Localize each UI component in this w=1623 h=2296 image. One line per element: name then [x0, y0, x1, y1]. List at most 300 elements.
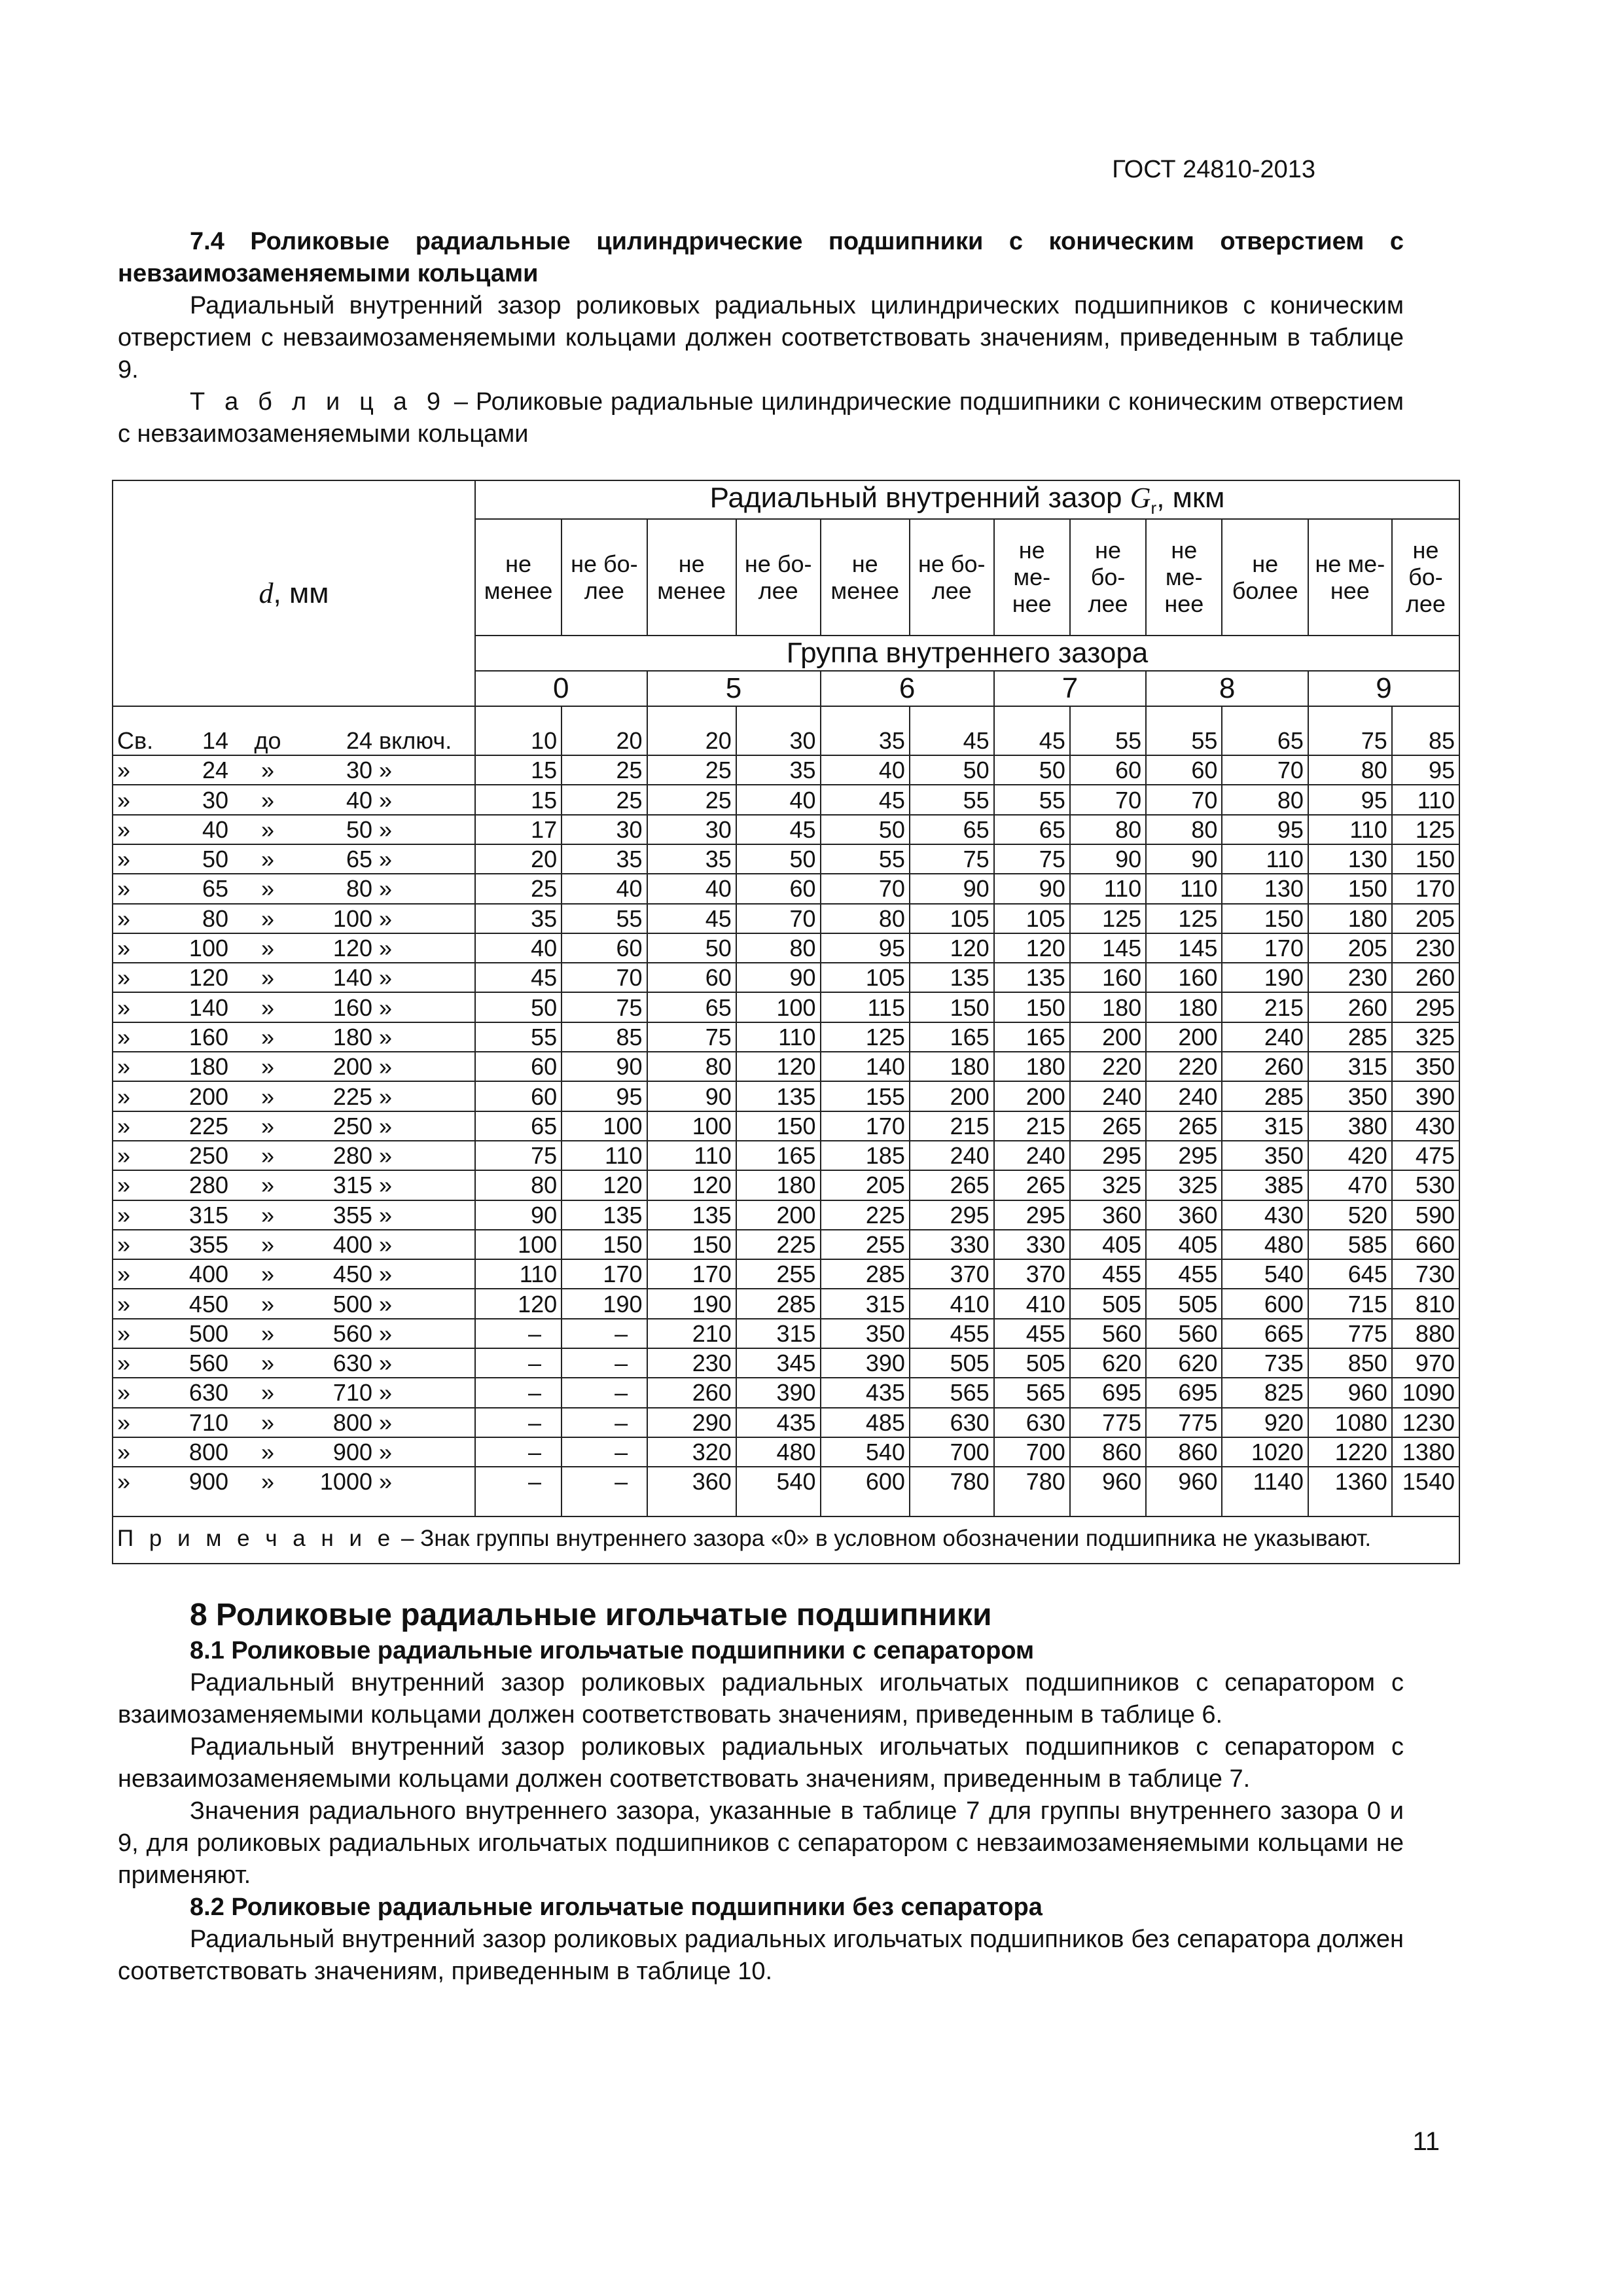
value-cell: 180 [1146, 992, 1222, 1022]
value-cell: 350 [821, 1319, 910, 1348]
table-row [113, 1111, 1459, 1141]
value-cell: 960 [1146, 1467, 1222, 1516]
section-title: 7.4 Роликовые радиальные цилиндрические подшипники с коническим отверстием с невзаимозаменяемыми кольцами [118, 228, 1404, 287]
value-cell: 125 [1070, 904, 1146, 933]
value-cell: 60 [475, 1081, 562, 1111]
value-cell: 75 [994, 844, 1070, 874]
value-cell: 35 [562, 844, 647, 874]
value-cell: 150 [1222, 904, 1308, 933]
section-8 [118, 1596, 1404, 1988]
value-cell: 225 [736, 1230, 821, 1259]
value-cell: 315 [821, 1289, 910, 1318]
value-cell: 200 [1070, 1022, 1146, 1052]
value-cell: 55 [1146, 706, 1222, 755]
value-cell: 315 [1308, 1052, 1392, 1081]
value-cell: 35 [821, 706, 910, 755]
value-cell: 50 [475, 992, 562, 1022]
value-cell: – [475, 1408, 562, 1437]
value-cell: 45 [994, 706, 1070, 755]
value-cell: 410 [910, 1289, 994, 1318]
value-cell: 700 [994, 1437, 1070, 1467]
value-cell: 145 [1070, 933, 1146, 963]
value-cell: 230 [1308, 963, 1392, 992]
value-cell: 775 [1070, 1408, 1146, 1437]
value-cell: 1540 [1392, 1467, 1459, 1516]
value-cell: 505 [910, 1348, 994, 1378]
diameter-range: » 280 » 315 » [113, 1170, 475, 1200]
value-cell: 565 [994, 1378, 1070, 1407]
value-cell: 110 [1070, 874, 1146, 903]
value-cell: 205 [1308, 933, 1392, 963]
value-cell: 470 [1308, 1170, 1392, 1200]
value-cell: 110 [1146, 874, 1222, 903]
value-cell: 60 [562, 933, 647, 963]
value-cell: 230 [647, 1348, 736, 1378]
value-cell: 260 [1308, 992, 1392, 1022]
value-cell: 215 [910, 1111, 994, 1141]
value-cell: 200 [1146, 1022, 1222, 1052]
value-cell: 600 [821, 1467, 910, 1516]
value-cell: 285 [1308, 1022, 1392, 1052]
table-label: Т а б л и ц а 9 [190, 388, 446, 416]
value-cell: 160 [1070, 963, 1146, 992]
value-cell: 120 [994, 933, 1070, 963]
value-cell: 775 [1146, 1408, 1222, 1437]
value-cell: 265 [994, 1170, 1070, 1200]
value-cell: 50 [994, 755, 1070, 785]
value-cell: 505 [1070, 1289, 1146, 1318]
table-row [113, 815, 1459, 844]
value-cell: 25 [475, 874, 562, 903]
value-cell: 110 [647, 1141, 736, 1170]
value-cell: 65 [994, 815, 1070, 844]
value-cell: 205 [1392, 904, 1459, 933]
group-header: Группа внутреннего зазора [475, 636, 1459, 671]
value-cell: 55 [821, 844, 910, 874]
diameter-range: » 500 » 560 » [113, 1319, 475, 1348]
value-cell: 80 [821, 904, 910, 933]
value-cell: 315 [1222, 1111, 1308, 1141]
value-cell: 20 [475, 844, 562, 874]
value-cell: 240 [1146, 1081, 1222, 1111]
value-cell: 695 [1146, 1378, 1222, 1407]
value-cell: 65 [647, 992, 736, 1022]
table-row [113, 933, 1459, 963]
value-cell: 350 [1392, 1052, 1459, 1081]
subheader-cell: не менее [647, 519, 736, 636]
group-number: 5 [647, 671, 821, 706]
value-cell: 100 [736, 992, 821, 1022]
value-cell: 920 [1222, 1408, 1308, 1437]
table-row [113, 1378, 1459, 1407]
value-cell: 145 [1146, 933, 1222, 963]
subheader-cell: не ме-нее [994, 519, 1070, 636]
value-cell: 150 [910, 992, 994, 1022]
value-cell: 20 [647, 706, 736, 755]
value-cell: 285 [1222, 1081, 1308, 1111]
section-7-4 [118, 226, 1404, 450]
value-cell: 240 [994, 1141, 1070, 1170]
value-cell: 110 [562, 1141, 647, 1170]
value-cell: 90 [475, 1200, 562, 1230]
value-cell: 170 [1222, 933, 1308, 963]
value-cell: 125 [1392, 815, 1459, 844]
value-cell: 540 [736, 1467, 821, 1516]
value-cell: 180 [910, 1052, 994, 1081]
value-cell: 40 [562, 874, 647, 903]
diameter-range: » 450 » 500 » [113, 1289, 475, 1318]
value-cell: 480 [1222, 1230, 1308, 1259]
value-cell: 255 [821, 1230, 910, 1259]
value-cell: 1360 [1308, 1467, 1392, 1516]
value-cell: 90 [910, 874, 994, 903]
value-cell: 95 [821, 933, 910, 963]
table-row [113, 1022, 1459, 1052]
value-cell: 220 [1146, 1052, 1222, 1081]
value-cell: 240 [910, 1141, 994, 1170]
value-cell: 150 [1392, 844, 1459, 874]
value-cell: 35 [736, 755, 821, 785]
value-cell: 780 [994, 1467, 1070, 1516]
value-cell: 150 [1308, 874, 1392, 903]
value-cell: 540 [1222, 1259, 1308, 1289]
value-cell: 70 [1222, 755, 1308, 785]
value-cell: 660 [1392, 1230, 1459, 1259]
value-cell: 630 [994, 1408, 1070, 1437]
table-row [113, 992, 1459, 1022]
table-row [113, 963, 1459, 992]
value-cell: 170 [562, 1259, 647, 1289]
value-cell: 370 [910, 1259, 994, 1289]
value-cell: 265 [1146, 1111, 1222, 1141]
table-9 [112, 480, 1460, 1564]
value-cell: 1080 [1308, 1408, 1392, 1437]
diameter-range: » 180 » 200 » [113, 1052, 475, 1081]
value-cell: – [475, 1319, 562, 1348]
value-cell: 65 [1222, 706, 1308, 755]
value-cell: 260 [1392, 963, 1459, 992]
diameter-range: » 200 » 225 » [113, 1081, 475, 1111]
value-cell: 695 [1070, 1378, 1146, 1407]
value-cell: 200 [736, 1200, 821, 1230]
value-cell: 75 [1308, 706, 1392, 755]
value-cell: 20 [562, 706, 647, 755]
value-cell: 180 [994, 1052, 1070, 1081]
value-cell: 390 [1392, 1081, 1459, 1111]
table-row [113, 1230, 1459, 1259]
value-cell: 45 [910, 706, 994, 755]
value-cell: 120 [475, 1289, 562, 1318]
value-cell: 55 [910, 785, 994, 814]
value-cell: 240 [1222, 1022, 1308, 1052]
value-cell: 120 [562, 1170, 647, 1200]
value-cell: 75 [475, 1141, 562, 1170]
value-cell: 60 [1070, 755, 1146, 785]
value-cell: 325 [1392, 1022, 1459, 1052]
value-cell: 140 [821, 1052, 910, 1081]
diameter-range: » 160 » 180 » [113, 1022, 475, 1052]
value-cell: 295 [1392, 992, 1459, 1022]
value-cell: 80 [1070, 815, 1146, 844]
value-cell: 1090 [1392, 1378, 1459, 1407]
value-cell: 185 [821, 1141, 910, 1170]
value-cell: 90 [647, 1081, 736, 1111]
table-row [113, 874, 1459, 903]
value-cell: 560 [1070, 1319, 1146, 1348]
value-cell: 110 [475, 1259, 562, 1289]
value-cell: 130 [1308, 844, 1392, 874]
value-cell: 455 [1146, 1259, 1222, 1289]
document-id: ГОСТ 24810-2013 [1112, 156, 1315, 183]
value-cell: 1380 [1392, 1437, 1459, 1467]
value-cell: 385 [1222, 1170, 1308, 1200]
value-cell: 215 [994, 1111, 1070, 1141]
value-cell: 190 [562, 1289, 647, 1318]
value-cell: 70 [821, 874, 910, 903]
group-number: 6 [821, 671, 994, 706]
value-cell: 165 [910, 1022, 994, 1052]
value-cell: 40 [821, 755, 910, 785]
value-cell: 50 [910, 755, 994, 785]
value-cell: 40 [647, 874, 736, 903]
value-cell: 810 [1392, 1289, 1459, 1318]
value-cell: 290 [647, 1408, 736, 1437]
value-cell: 45 [821, 785, 910, 814]
value-cell: 665 [1222, 1319, 1308, 1348]
value-cell: 860 [1146, 1437, 1222, 1467]
value-cell: 55 [1070, 706, 1146, 755]
value-cell: 620 [1146, 1348, 1222, 1378]
value-cell: 150 [736, 1111, 821, 1141]
value-cell: 120 [910, 933, 994, 963]
table-row [113, 1289, 1459, 1318]
value-cell: 215 [1222, 992, 1308, 1022]
value-cell: 130 [1222, 874, 1308, 903]
value-cell: 90 [994, 874, 1070, 903]
value-cell: 320 [647, 1437, 736, 1467]
value-cell: 55 [562, 904, 647, 933]
subheader-cell: не менее [821, 519, 910, 636]
diameter-range: » 140 » 160 » [113, 992, 475, 1022]
value-cell: 80 [647, 1052, 736, 1081]
diameter-range: » 710 » 800 » [113, 1408, 475, 1437]
table-row [113, 1259, 1459, 1289]
value-cell: 50 [821, 815, 910, 844]
diameter-range: Св. 14 до 24 включ. [113, 706, 475, 755]
diameter-range: » 30 » 40 » [113, 785, 475, 814]
value-cell: 730 [1392, 1259, 1459, 1289]
value-cell: – [562, 1378, 647, 1407]
value-cell: 255 [736, 1259, 821, 1289]
value-cell: 410 [994, 1289, 1070, 1318]
diameter-range: » 630 » 710 » [113, 1378, 475, 1407]
value-cell: 35 [647, 844, 736, 874]
value-cell: 135 [910, 963, 994, 992]
table-row [113, 1319, 1459, 1348]
value-cell: 150 [562, 1230, 647, 1259]
value-cell: 630 [910, 1408, 994, 1437]
value-cell: 960 [1308, 1378, 1392, 1407]
value-cell: 360 [1070, 1200, 1146, 1230]
value-cell: 105 [821, 963, 910, 992]
value-cell: 25 [647, 785, 736, 814]
value-cell: 350 [1222, 1141, 1308, 1170]
value-cell: 330 [910, 1230, 994, 1259]
value-cell: 430 [1392, 1111, 1459, 1141]
value-cell: 285 [821, 1259, 910, 1289]
value-cell: 100 [647, 1111, 736, 1141]
value-cell: 455 [910, 1319, 994, 1348]
value-cell: 100 [562, 1111, 647, 1141]
value-cell: 75 [647, 1022, 736, 1052]
value-cell: 25 [562, 755, 647, 785]
table-row [113, 1200, 1459, 1230]
value-cell: 325 [1146, 1170, 1222, 1200]
value-cell: 80 [1146, 815, 1222, 844]
value-cell: 85 [1392, 706, 1459, 755]
value-cell: 150 [647, 1230, 736, 1259]
value-cell: 15 [475, 785, 562, 814]
value-cell: 40 [475, 933, 562, 963]
value-cell: 360 [1146, 1200, 1222, 1230]
value-cell: 95 [1392, 755, 1459, 785]
value-cell: 50 [647, 933, 736, 963]
value-cell: 225 [821, 1200, 910, 1230]
value-cell: 35 [475, 904, 562, 933]
value-cell: – [562, 1348, 647, 1378]
diameter-range: » 24 » 30 » [113, 755, 475, 785]
value-cell: 65 [475, 1111, 562, 1141]
diameter-range: » 100 » 120 » [113, 933, 475, 963]
value-cell: 120 [647, 1170, 736, 1200]
diameter-range: » 800 » 900 » [113, 1437, 475, 1467]
value-cell: 330 [994, 1230, 1070, 1259]
value-cell: 80 [736, 933, 821, 963]
value-cell: 390 [736, 1378, 821, 1407]
value-cell: 285 [736, 1289, 821, 1318]
value-cell: 75 [910, 844, 994, 874]
value-cell: 70 [1146, 785, 1222, 814]
value-cell: 405 [1070, 1230, 1146, 1259]
diameter-range: » 40 » 50 » [113, 815, 475, 844]
value-cell: 150 [994, 992, 1070, 1022]
value-cell: 455 [1070, 1259, 1146, 1289]
value-cell: 455 [994, 1319, 1070, 1348]
value-cell: 565 [910, 1378, 994, 1407]
value-cell: 420 [1308, 1141, 1392, 1170]
subheader-cell: не более [1222, 519, 1308, 636]
value-cell: 110 [736, 1022, 821, 1052]
table-row [113, 1170, 1459, 1200]
value-cell: 210 [647, 1319, 736, 1348]
value-cell: 10 [475, 706, 562, 755]
value-cell: 60 [1146, 755, 1222, 785]
value-cell: 430 [1222, 1200, 1308, 1230]
value-cell: – [562, 1437, 647, 1467]
paragraph: Радиальный внутренний зазор роликовых радиальных игольчатых подшипников с сепаратором с взаимозаменяемыми кольцами должен соответствовать значениям, приведенным в таблице 6. [118, 1669, 1404, 1729]
paragraph: Значения радиального внутреннего зазора, указанные в таблице 7 для группы внутреннего зазора 0 и 9, для роликовых радиальных игольчатых подшипников с сепаратором с невзаимозаменяемыми кольцами не применяют. [118, 1797, 1404, 1889]
group-number: 7 [994, 671, 1147, 706]
value-cell: 350 [1308, 1081, 1392, 1111]
value-cell: 60 [736, 874, 821, 903]
value-cell: 345 [736, 1348, 821, 1378]
diameter-range: » 400 » 450 » [113, 1259, 475, 1289]
value-cell: 15 [475, 755, 562, 785]
table-row [113, 1348, 1459, 1378]
value-cell: 585 [1308, 1230, 1392, 1259]
table-caption-text: – Роликовые радиальные цилиндрические подшипники с коническим отверстием с невзаимозаменяемыми кольцами [118, 388, 1404, 448]
value-cell: 170 [1392, 874, 1459, 903]
paragraph: Радиальный внутренний зазор роликовых радиальных цилиндрических подшипников с коническим отверстием с невзаимозаменяемыми кольцами должен соответствовать значениям, приведенным в таблице 9. [118, 292, 1404, 384]
value-cell: 135 [994, 963, 1070, 992]
value-cell: 30 [647, 815, 736, 844]
value-cell: 110 [1308, 815, 1392, 844]
value-cell: – [475, 1467, 562, 1516]
value-cell: 620 [1070, 1348, 1146, 1378]
value-cell: 265 [1070, 1111, 1146, 1141]
value-cell: 1230 [1392, 1408, 1459, 1437]
value-cell: 80 [475, 1170, 562, 1200]
value-cell: 45 [736, 815, 821, 844]
value-cell: 180 [1308, 904, 1392, 933]
table-caption [118, 386, 1404, 450]
value-cell: 40 [736, 785, 821, 814]
value-cell: 45 [475, 963, 562, 992]
value-cell: 160 [1146, 963, 1222, 992]
value-cell: – [475, 1437, 562, 1467]
value-cell: 110 [1222, 844, 1308, 874]
value-cell: 295 [994, 1200, 1070, 1230]
table-row [113, 785, 1459, 814]
value-cell: 135 [562, 1200, 647, 1230]
paragraph: Радиальный внутренний зазор роликовых радиальных игольчатых подшипников без сепаратора должен соответствовать значениям, приведенным в таблице 10. [118, 1926, 1404, 1985]
value-cell: 17 [475, 815, 562, 844]
value-cell: 880 [1392, 1319, 1459, 1348]
section-8-title: 8 Роликовые радиальные игольчатые подшипники [190, 1598, 992, 1632]
value-cell: – [562, 1467, 647, 1516]
value-cell: 200 [910, 1081, 994, 1111]
value-cell: 325 [1070, 1170, 1146, 1200]
value-cell: 590 [1392, 1200, 1459, 1230]
value-cell: 715 [1308, 1289, 1392, 1318]
diameter-range: » 120 » 140 » [113, 963, 475, 992]
value-cell: 135 [647, 1200, 736, 1230]
value-cell: 170 [647, 1259, 736, 1289]
value-cell: 645 [1308, 1259, 1392, 1289]
value-cell: 90 [1070, 844, 1146, 874]
diameter-range: » 50 » 65 » [113, 844, 475, 874]
value-cell: 70 [736, 904, 821, 933]
value-cell: 850 [1308, 1348, 1392, 1378]
value-cell: 220 [1070, 1052, 1146, 1081]
value-cell: 240 [1070, 1081, 1146, 1111]
value-cell: 505 [994, 1348, 1070, 1378]
value-cell: 530 [1392, 1170, 1459, 1200]
value-cell: 95 [562, 1081, 647, 1111]
group-number: 9 [1308, 671, 1459, 706]
diameter-range: » 225 » 250 » [113, 1111, 475, 1141]
table-row [113, 1437, 1459, 1467]
value-cell: 80 [1222, 785, 1308, 814]
value-cell: 480 [736, 1437, 821, 1467]
subheader-cell: не бо-лее [910, 519, 994, 636]
value-cell: 120 [736, 1052, 821, 1081]
subheader-cell: не бо-лее [562, 519, 647, 636]
value-cell: 1140 [1222, 1467, 1308, 1516]
value-cell: 45 [647, 904, 736, 933]
table-row [113, 1081, 1459, 1111]
group-number: 8 [1146, 671, 1308, 706]
